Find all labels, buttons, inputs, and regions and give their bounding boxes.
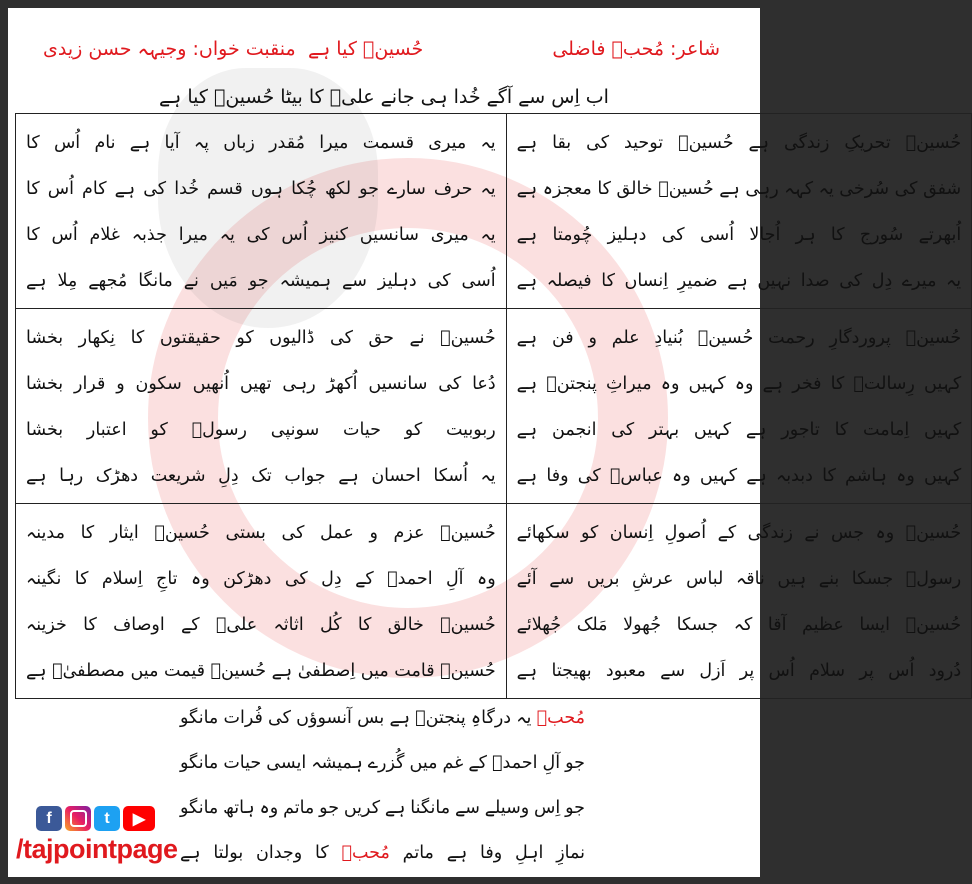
verse-line: حُسینؑ خالق کا کُل اثاثہ علیؑ کے اوصاف کا خزینہ xyxy=(26,615,496,635)
reciter-name: منقبت خواں: وجیہہ حسن زیدی xyxy=(43,38,296,60)
verse-line: کہیں رِسالتؐ کا فخر ہے وہ کہیں وہ میراثِ پنجتنؑ ہے xyxy=(516,374,962,394)
stanza-row xyxy=(16,114,972,309)
social-handle[interactable]: /tajpointpage xyxy=(16,834,178,864)
verse-line: یہ حرف سارے جو لکھ چُکا ہوں قسم خُدا کی ہے کام اُس کا xyxy=(26,179,496,199)
stanza-left-cell xyxy=(16,114,507,309)
final-line xyxy=(180,831,585,876)
verse-line: ربوبیت کو حیات سونپی رسولؐ کو اعتبار بخشا xyxy=(26,420,496,440)
verse-line: کہیں اِمامت کا تاجور ہے کہیں بہتر کی انجمن ہے xyxy=(516,420,962,440)
poet-name: شاعر: مُحبؔ فاضلی xyxy=(552,38,720,60)
verse-line: وہ آلِ احمدؐ کے دِل کی دھڑکن وہ تاجِ اِسلام کا نگینہ xyxy=(26,569,496,589)
final-stanza xyxy=(180,696,585,876)
verse-line: حُسینؑ وہ جس نے زندگی کے اُصولِ اِنسان کو سکھائے xyxy=(516,523,962,543)
final-line-text: یہ درگاہِ پنجتنؑ ہے بس آنسوؤں کی فُرات مانگو xyxy=(180,708,532,728)
stanza-left-cell xyxy=(16,504,507,699)
final-line: جو اِس وسیلے سے مانگنا ہے کریں جو ماتم وہ ہاتھ مانگو xyxy=(180,798,585,818)
final-line-text: کا وجدان بولتا ہے xyxy=(180,843,329,863)
verse-line: اُسی کی دہلیز سے ہمیشہ جو مَیں نے مانگا مُجھے مِلا ہے xyxy=(26,271,496,291)
twitter-icon[interactable]: t xyxy=(94,806,120,831)
verse-line: دُعا کی سانسیں اُکھڑ رہی تھیں اُنھیں سکون و قرار بخشا xyxy=(26,374,496,394)
verse-line: حُسینؑ پروردگارِ رحمت حُسینؑ بُنیادِ علم و فن ہے xyxy=(516,328,962,348)
verse-line: یہ میری قسمت میرا مُقدر زباں پہ آیا ہے نام اُس کا xyxy=(26,133,496,153)
pen-name: مُحبؔ xyxy=(536,708,585,728)
stanza-row xyxy=(16,309,972,504)
social-icons xyxy=(36,806,155,831)
poem-title: حُسینؑ کیا ہے xyxy=(308,38,424,60)
pen-name: مُحبؔ xyxy=(341,843,390,863)
verse-line: حُسینؑ عزم و عمل کی بستی حُسینؑ ایثار کا مدینہ xyxy=(26,523,496,543)
refrain: اب اِس سے آگے خُدا ہی جانے علیؑ کا بیٹا حُسینؑ کیا ہے xyxy=(159,86,609,108)
verse-line: حُسینؑ تحریکِ زندگی ہے حُسینؑ توحید کی بقا ہے xyxy=(516,133,962,153)
verse-line: یہ میرے دِل کی صدا نہیں ہے ضمیرِ اِنساں کا فیصلہ ہے xyxy=(516,271,962,291)
verse-line: حُسینؑ نے حق کی ڈالیوں کو حقیقتوں کا نِکھار بخشا xyxy=(26,328,496,348)
stanza-right-cell xyxy=(506,309,972,504)
stanza-right-cell xyxy=(506,114,972,309)
final-line: جو آلِ احمدؐ کے غم میں گُزرے ہمیشہ ایسی حیات مانگو xyxy=(180,753,585,773)
verse-line: حُسینؑ قامت میں اِصطفیٰ ہے حُسینؑ قیمت میں مصطفیٰؐ ہے xyxy=(26,661,496,681)
stanza-row xyxy=(16,504,972,699)
verse-line: کہیں وہ ہاشم کا دبدبہ ہے کہیں وہ عباسؑ کی وفا ہے xyxy=(516,466,962,486)
facebook-icon[interactable]: f xyxy=(36,806,62,831)
final-line-text: نمازِ اہلِ وفا ہے ماتم xyxy=(402,843,585,863)
verse-line: یہ میری سانسیں کنیز اُس کی یہ میرا جذبہ غلام اُس کا xyxy=(26,225,496,245)
youtube-icon[interactable]: ▶ xyxy=(123,806,155,831)
verse-line: یہ اُسکا احسان ہے جواب تک دِلِ شریعت دھڑک رہا ہے xyxy=(26,466,496,486)
verse-line: رسولؐ جسکا بنے ہیں ناقہ لباس عرشِ بریں سے آئے xyxy=(516,569,962,589)
stanza-right-cell xyxy=(506,504,972,699)
stanza-left-cell xyxy=(16,309,507,504)
poem-page xyxy=(8,8,962,877)
verse-line: حُسینؑ ایسا عظیم آقا کہ جسکا جُھولا مَلک جُھلائے xyxy=(516,615,962,635)
stanza-table xyxy=(15,113,972,699)
final-line xyxy=(180,696,585,741)
instagram-icon[interactable] xyxy=(65,806,91,831)
verse-line: اُبھرتے سُورج کا ہر اُجالا اُسی کی دہلیز چُومتا ہے xyxy=(516,225,962,245)
verse-line: دُرود اُس پر سلام اُس پر اَزل سے معبود بھیجتا ہے xyxy=(516,661,962,681)
verse-line: شفق کی سُرخی یہ کہہ رہی ہے حُسینؑ خالق کا معجزہ ہے xyxy=(516,179,962,199)
